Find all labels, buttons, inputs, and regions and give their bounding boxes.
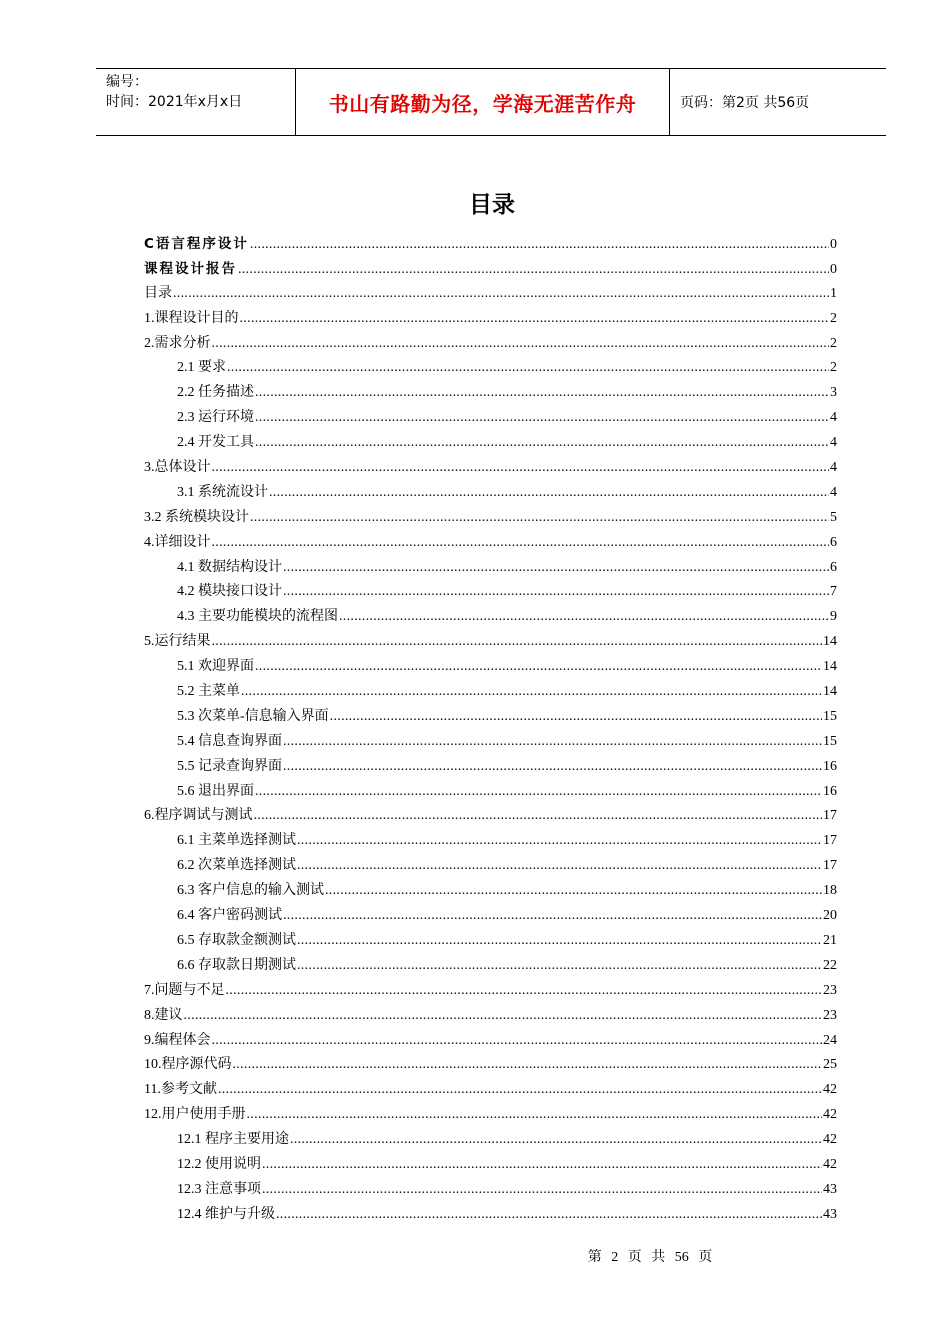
toc-dot-leader — [325, 879, 822, 904]
toc-entry-label: 2.2 任务描述 — [177, 385, 254, 401]
toc-dot-leader — [241, 680, 822, 705]
toc-dot-leader — [255, 655, 822, 680]
toc-entry[interactable] — [144, 979, 837, 1004]
toc-entry[interactable] — [144, 929, 837, 954]
toc-entry[interactable] — [144, 456, 837, 481]
toc-entry-label: 3.总体设计 — [144, 460, 211, 476]
page-header — [96, 68, 886, 136]
toc-entry-label: 目录 — [144, 285, 172, 301]
toc-entry-label: 2.1 要求 — [177, 360, 226, 376]
toc-entry-label: 5.1 欢迎界面 — [177, 659, 254, 675]
toc-entry[interactable] — [144, 705, 837, 730]
toc-entry-page: 2 — [830, 335, 837, 351]
page-footer: 第 2 页 共 56 页 — [587, 1250, 713, 1265]
toc-entry-label: 6.程序调试与测试 — [144, 808, 253, 824]
toc-entry[interactable] — [144, 1078, 837, 1103]
toc-dot-leader — [250, 506, 829, 531]
toc-dot-leader — [212, 332, 830, 357]
toc-entry[interactable] — [144, 1128, 837, 1153]
toc-entry-label: 8.建议 — [144, 1007, 183, 1023]
toc-entry-label: 3.2 系统模块设计 — [144, 509, 249, 525]
toc-entry-label: 2.4 开发工具 — [177, 435, 254, 451]
toc-entry[interactable] — [144, 381, 837, 406]
toc-entry-label: 5.2 主菜单 — [177, 684, 240, 700]
toc-entry-page: 4 — [830, 460, 837, 476]
toc-dot-leader — [227, 356, 829, 381]
toc-dot-leader — [238, 258, 829, 283]
toc-entry-page: 4 — [830, 410, 837, 426]
toc-dot-leader — [250, 233, 829, 258]
toc-entry[interactable] — [144, 257, 837, 282]
toc-entry-page: 17 — [823, 833, 837, 849]
toc-entry-page: 0 — [830, 237, 837, 252]
toc-dot-leader — [255, 381, 829, 406]
toc-entry[interactable] — [144, 630, 837, 655]
toc-entry[interactable] — [144, 431, 837, 456]
table-of-contents — [144, 232, 837, 1228]
toc-dot-leader — [233, 1053, 823, 1078]
toc-dot-leader — [297, 929, 822, 954]
toc-entry[interactable] — [144, 1203, 837, 1228]
toc-dot-leader — [255, 780, 822, 805]
toc-entry-page: 43 — [823, 1206, 837, 1222]
toc-dot-leader — [283, 730, 822, 755]
toc-entry[interactable] — [144, 829, 837, 854]
toc-entry-page: 0 — [830, 261, 837, 277]
toc-entry-label: 12.1 程序主要用途 — [177, 1132, 289, 1148]
toc-dot-leader — [255, 406, 829, 431]
document-number-label: 编号： — [106, 74, 148, 90]
toc-dot-leader — [283, 580, 829, 605]
toc-entry[interactable] — [144, 780, 837, 805]
toc-entry-page: 14 — [823, 659, 837, 675]
toc-dot-leader — [339, 605, 829, 630]
toc-entry-page: 3 — [830, 385, 837, 401]
toc-entry-page: 18 — [823, 883, 837, 899]
toc-entry[interactable] — [144, 332, 837, 357]
toc-entry-label: 5.6 退出界面 — [177, 783, 254, 799]
toc-dot-leader — [330, 705, 822, 730]
toc-entry-page: 15 — [823, 733, 837, 749]
toc-entry[interactable] — [144, 1004, 837, 1029]
toc-entry-label: 4.1 数据结构设计 — [177, 559, 282, 575]
toc-dot-leader — [212, 531, 830, 556]
header-meta — [96, 69, 296, 135]
toc-entry-label: 11.参考文献 — [144, 1082, 217, 1098]
toc-dot-leader — [254, 804, 823, 829]
toc-entry-label: 5.4 信息查询界面 — [177, 733, 282, 749]
toc-dot-leader — [276, 1203, 822, 1228]
toc-entry[interactable] — [144, 1053, 837, 1078]
toc-dot-leader — [212, 456, 830, 481]
toc-entry-page: 42 — [823, 1132, 837, 1148]
toc-entry-page: 25 — [823, 1057, 837, 1073]
toc-entry-page: 6 — [830, 534, 837, 550]
toc-entry-label: 5.5 记录查询界面 — [177, 758, 282, 774]
toc-entry-label: 5.3 次菜单-信息输入界面 — [177, 708, 329, 724]
toc-entry-page: 7 — [830, 584, 837, 600]
toc-dot-leader — [283, 556, 829, 581]
header-motto: 书山有路勤为径，学海无涯苦作舟 — [296, 69, 670, 135]
toc-entry[interactable] — [144, 531, 837, 556]
toc-entry-label: 9.编程体会 — [144, 1032, 211, 1048]
toc-entry-page: 2 — [830, 360, 837, 376]
toc-entry-label: 4.3 主要功能模块的流程图 — [177, 609, 338, 625]
toc-entry[interactable] — [144, 680, 837, 705]
toc-entry-page: 2 — [830, 310, 837, 326]
toc-entry[interactable] — [144, 879, 837, 904]
toc-entry-page: 16 — [823, 758, 837, 774]
toc-dot-leader — [247, 1103, 823, 1128]
toc-dot-leader — [283, 904, 822, 929]
toc-entry[interactable] — [144, 730, 837, 755]
toc-entry[interactable] — [144, 854, 837, 879]
toc-entry-label: 12.4 维护与升级 — [177, 1206, 275, 1222]
toc-entry-page: 14 — [823, 634, 837, 650]
toc-dot-leader — [269, 481, 829, 506]
toc-dot-leader — [297, 854, 822, 879]
toc-entry-page: 17 — [823, 858, 837, 874]
toc-entry-page: 4 — [830, 435, 837, 451]
toc-entry[interactable] — [144, 282, 837, 307]
toc-entry[interactable] — [144, 556, 837, 581]
toc-dot-leader — [290, 1128, 822, 1153]
toc-entry-label: 2.需求分析 — [144, 335, 211, 351]
toc-entry-page: 21 — [823, 932, 837, 948]
toc-entry-label: 4.详细设计 — [144, 534, 211, 550]
toc-dot-leader — [212, 1029, 823, 1054]
toc-entry-page: 23 — [823, 1007, 837, 1023]
toc-entry[interactable] — [144, 954, 837, 979]
toc-entry-page: 22 — [823, 957, 837, 973]
toc-entry-label: 6.3 客户信息的输入测试 — [177, 883, 324, 899]
toc-entry-label: 2.3 运行环境 — [177, 410, 254, 426]
toc-entry-label: 6.4 客户密码测试 — [177, 908, 282, 924]
toc-dot-leader — [283, 755, 822, 780]
toc-entry-page: 42 — [823, 1082, 837, 1098]
toc-entry[interactable] — [144, 580, 837, 605]
toc-dot-leader — [226, 979, 823, 1004]
toc-entry-label: 6.1 主菜单选择测试 — [177, 833, 296, 849]
toc-entry-page: 16 — [823, 783, 837, 799]
toc-entry-label: 6.6 存取款日期测试 — [177, 957, 296, 973]
toc-dot-leader — [297, 954, 822, 979]
toc-entry[interactable] — [144, 1153, 837, 1178]
toc-entry-page: 17 — [823, 808, 837, 824]
toc-entry-page: 6 — [830, 559, 837, 575]
toc-entry-page: 23 — [823, 982, 837, 998]
toc-entry[interactable] — [144, 506, 837, 531]
toc-entry-label: 10.程序源代码 — [144, 1057, 232, 1073]
toc-entry-page: 4 — [830, 484, 837, 500]
toc-entry-label: 12.3 注意事项 — [177, 1181, 261, 1197]
toc-entry-label: C语言程序设计 — [144, 236, 249, 252]
toc-dot-leader — [212, 630, 823, 655]
header-page-info: 页码：第2页 共56页 — [680, 95, 810, 111]
toc-entry[interactable] — [144, 655, 837, 680]
toc-entry-page: 20 — [823, 908, 837, 924]
toc-entry-label: 12.2 使用说明 — [177, 1156, 261, 1172]
toc-dot-leader — [262, 1153, 822, 1178]
toc-entry-page: 24 — [823, 1032, 837, 1048]
toc-entry-label: 7.问题与不足 — [144, 982, 225, 998]
toc-dot-leader — [173, 282, 829, 307]
toc-entry[interactable] — [144, 481, 837, 506]
toc-dot-leader — [184, 1004, 823, 1029]
toc-entry-page: 5 — [830, 509, 837, 525]
toc-entry[interactable] — [144, 1178, 837, 1203]
toc-title: 目录 — [469, 192, 515, 218]
toc-dot-leader — [255, 431, 829, 456]
toc-entry-label: 1.课程设计目的 — [144, 310, 239, 326]
toc-entry-label: 5.运行结果 — [144, 634, 211, 650]
toc-entry-page: 14 — [823, 684, 837, 700]
toc-entry-page: 42 — [823, 1156, 837, 1172]
toc-entry-page: 42 — [823, 1107, 837, 1123]
toc-entry-page: 1 — [830, 285, 837, 301]
toc-entry-page: 15 — [823, 708, 837, 724]
toc-entry-label: 课程设计报告 — [144, 260, 237, 277]
toc-entry[interactable] — [144, 1029, 837, 1054]
toc-entry[interactable] — [144, 356, 837, 381]
toc-entry[interactable] — [144, 605, 837, 630]
toc-entry[interactable] — [144, 804, 837, 829]
toc-entry-label: 6.2 次菜单选择测试 — [177, 858, 296, 874]
toc-entry-label: 6.5 存取款金额测试 — [177, 932, 296, 948]
toc-entry[interactable] — [144, 307, 837, 332]
toc-entry[interactable] — [144, 406, 837, 431]
toc-dot-leader — [262, 1178, 822, 1203]
toc-dot-leader — [297, 829, 822, 854]
toc-entry[interactable] — [144, 904, 837, 929]
toc-dot-leader — [240, 307, 830, 332]
toc-entry-label: 12.用户使用手册 — [144, 1107, 246, 1123]
document-time-label: 时间：2021年x月x日 — [106, 94, 243, 110]
toc-entry-label: 3.1 系统流设计 — [177, 484, 268, 500]
toc-entry[interactable] — [144, 1103, 837, 1128]
toc-entry[interactable] — [144, 755, 837, 780]
toc-entry[interactable] — [144, 232, 837, 257]
toc-entry-page: 9 — [830, 609, 837, 625]
toc-entry-page: 43 — [823, 1181, 837, 1197]
toc-entry-label: 4.2 模块接口设计 — [177, 584, 282, 600]
toc-dot-leader — [218, 1078, 822, 1103]
